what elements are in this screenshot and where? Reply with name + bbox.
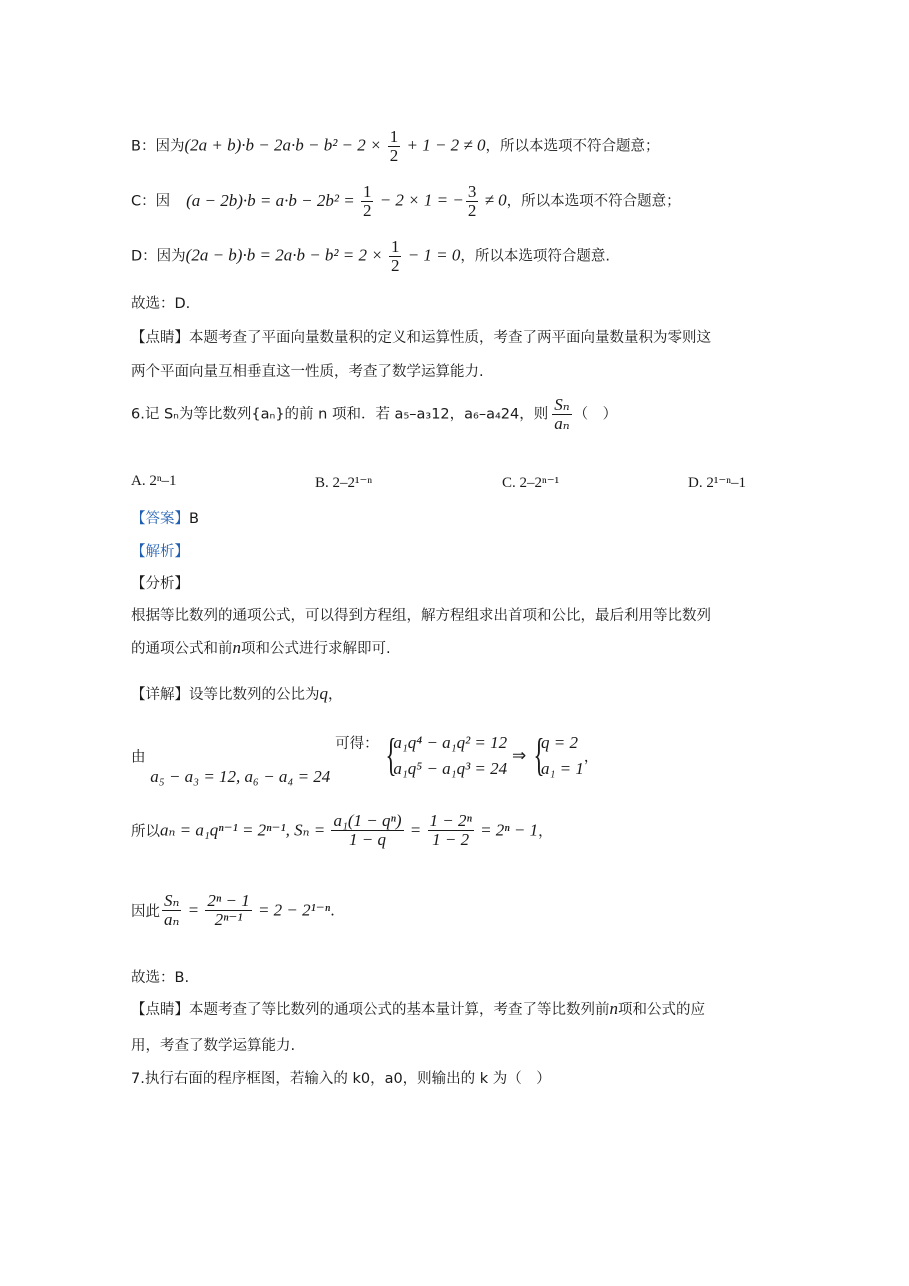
an-expr: aₙ = a₁qⁿ⁻¹ = 2ⁿ⁻¹, Sₙ = <box>160 820 330 840</box>
option-c-fraction-2: $\frac{3}{2}$ <box>467 182 477 220</box>
detail-line: 【详解】设等比数列的公比为q， <box>131 684 343 703</box>
q6-select: 故选：B. <box>131 970 190 986</box>
option-c-line <box>131 183 681 220</box>
system-line: 由 a₅ − a₃ = 12, a₆ − a₄ = 24 可得： { a₁q⁴ − a₁q² = 12 a₁q⁵ − a₁q³ = 24 ⇒ { q = 2 a₁ = 1 ， <box>131 730 598 787</box>
option-c-expr-mid: − 2 × 1 = − <box>375 190 464 210</box>
q6-paren: （ ） <box>573 406 618 423</box>
condition: a₅ − a₃ = 12, a₆ − a₄ = 24 <box>150 767 331 786</box>
option-d-expr-tail: − 1 = 0 <box>403 245 461 265</box>
fenxi-line2: 的通项公式和前n项和公式进行求解即可. <box>131 638 391 657</box>
fenxi-tag: 【分析】 <box>131 576 189 592</box>
q5-comment-line1: 【点睛】本题考查了平面向量数量积的定义和运算性质，考查了两平面向量数量积为零则这 <box>131 330 711 346</box>
analysis-tag: 【解析】 <box>131 544 189 560</box>
q6-comment-line1: 【点睛】本题考查了等比数列的通项公式的基本量计算，考查了等比数列前n项和公式的应 <box>131 999 705 1018</box>
q6-answer-line <box>131 507 199 528</box>
option-b-expr: (2a + b)·b − 2a·b − b² − 2 × <box>184 135 386 155</box>
option-b-prefix: B：因为 <box>131 138 185 155</box>
option-b-fraction: $\frac{1}{2}$ <box>389 127 399 165</box>
fenxi-line1: 根据等比数列的通项公式，可以得到方程组，解方程组求出首项和公比，最后利用等比数列 <box>131 608 711 624</box>
q5-select: 故选：D. <box>131 296 191 312</box>
implies-arrow: ⇒ <box>511 746 527 765</box>
ratio-fraction-2: $\frac{\text{2ⁿ − 1}}{\text{2ⁿ⁻¹}}$ <box>207 891 250 929</box>
system-2: { q = 2 a₁ = 1 <box>531 730 584 782</box>
option-b-line <box>131 128 660 165</box>
fenxi-n: n <box>232 638 241 657</box>
q5-comment-line2: 两个平面向量互相垂直这一性质，考查了数学运算能力. <box>131 364 484 380</box>
yinci-label: 因此 <box>131 904 160 920</box>
option-c-suffix: ，所以本选项不符合题意； <box>506 193 681 210</box>
kede-label: 可得： <box>335 736 379 752</box>
option-d-fraction: $\frac{1}{2}$ <box>390 237 400 275</box>
ratio-tail: = 2 − 2¹⁻ⁿ <box>253 900 331 920</box>
detail-q: q <box>319 684 328 703</box>
sn-fraction-2: $\frac{\text{1 − 2ⁿ}}{1 - 2}$ <box>429 811 472 849</box>
option-d-expr: (2a − b)·b = 2a·b − b² = 2 × <box>185 245 387 265</box>
q6-comment-line2: 用，考查了数学运算能力. <box>131 1038 296 1054</box>
option-c-prefix: C：因 <box>131 193 171 210</box>
q6-stem: 6.记 Sₙ为等比数列{aₙ}的前 n 项和．若 a₅–a₃12，a₆–a₄24，则 <box>131 406 549 423</box>
option-b-expr-tail: + 1 − 2 ≠ 0 <box>402 135 486 155</box>
option-c-expr: (a − 2b)·b = a·b − 2b² = <box>186 190 359 210</box>
q6-choice-a[interactable]: A. 2ⁿ–1 <box>131 473 177 489</box>
option-c-fraction: $\frac{1}{2}$ <box>362 182 372 220</box>
option-b-suffix: ，所以本选项不符合题意； <box>485 138 660 155</box>
ratio-fraction: $\frac{\text{Sₙ}}{\text{aₙ}}$ <box>164 891 180 929</box>
option-c-expr-tail: ≠ 0 <box>480 190 507 210</box>
you-label: 由 <box>131 749 146 766</box>
system-1: { a₁q⁴ − a₁q² = 12 a₁q⁵ − a₁q³ = 24 <box>383 730 507 782</box>
comment-n: n <box>609 999 618 1018</box>
q6-choice-c[interactable]: C. 2–2ⁿ⁻¹ <box>502 475 560 491</box>
q6-stem-line <box>131 396 617 433</box>
q7-stem: 7.执行右面的程序框图，若输入的 k0，a0，则输出的 k 为（ ） <box>131 1071 551 1087</box>
sn-fraction: $\frac{\text{a₁(1 − qⁿ)}}{1 - q}$ <box>333 811 402 849</box>
q6-choice-d[interactable]: D. 2¹⁻ⁿ–1 <box>688 475 746 491</box>
option-d-suffix: ，所以本选项符合题意. <box>460 248 611 265</box>
sn-tail: = 2ⁿ − 1 <box>475 820 539 840</box>
answer-value: B <box>189 511 199 527</box>
ratio-line: 因此 $\frac{\text{Sₙ}}{\text{aₙ}}$ = $\frac{\text{2ⁿ − 1}}{\text{2ⁿ⁻¹}}$ = 2 − 2¹⁻ⁿ. <box>131 891 335 929</box>
q6-choice-b[interactable]: B. 2–2¹⁻ⁿ <box>315 475 373 491</box>
formula-line: 所以aₙ = a₁qⁿ⁻¹ = 2ⁿ⁻¹, Sₙ = $\frac{\text{a₁(1 − qⁿ)}}{1 - q}$ = $\frac{\text{1 − 2ⁿ}}{1 - 2}$ = 2ⁿ − 1， <box>131 811 553 849</box>
option-d-line <box>131 238 610 275</box>
q6-ratio-fraction: $\frac{\text{Sₙ}}{\text{aₙ}}$ <box>554 395 570 433</box>
answer-tag: 【答案】 <box>131 511 189 527</box>
suoyi-label: 所以 <box>131 824 160 840</box>
option-d-prefix: D：因为 <box>131 248 186 265</box>
